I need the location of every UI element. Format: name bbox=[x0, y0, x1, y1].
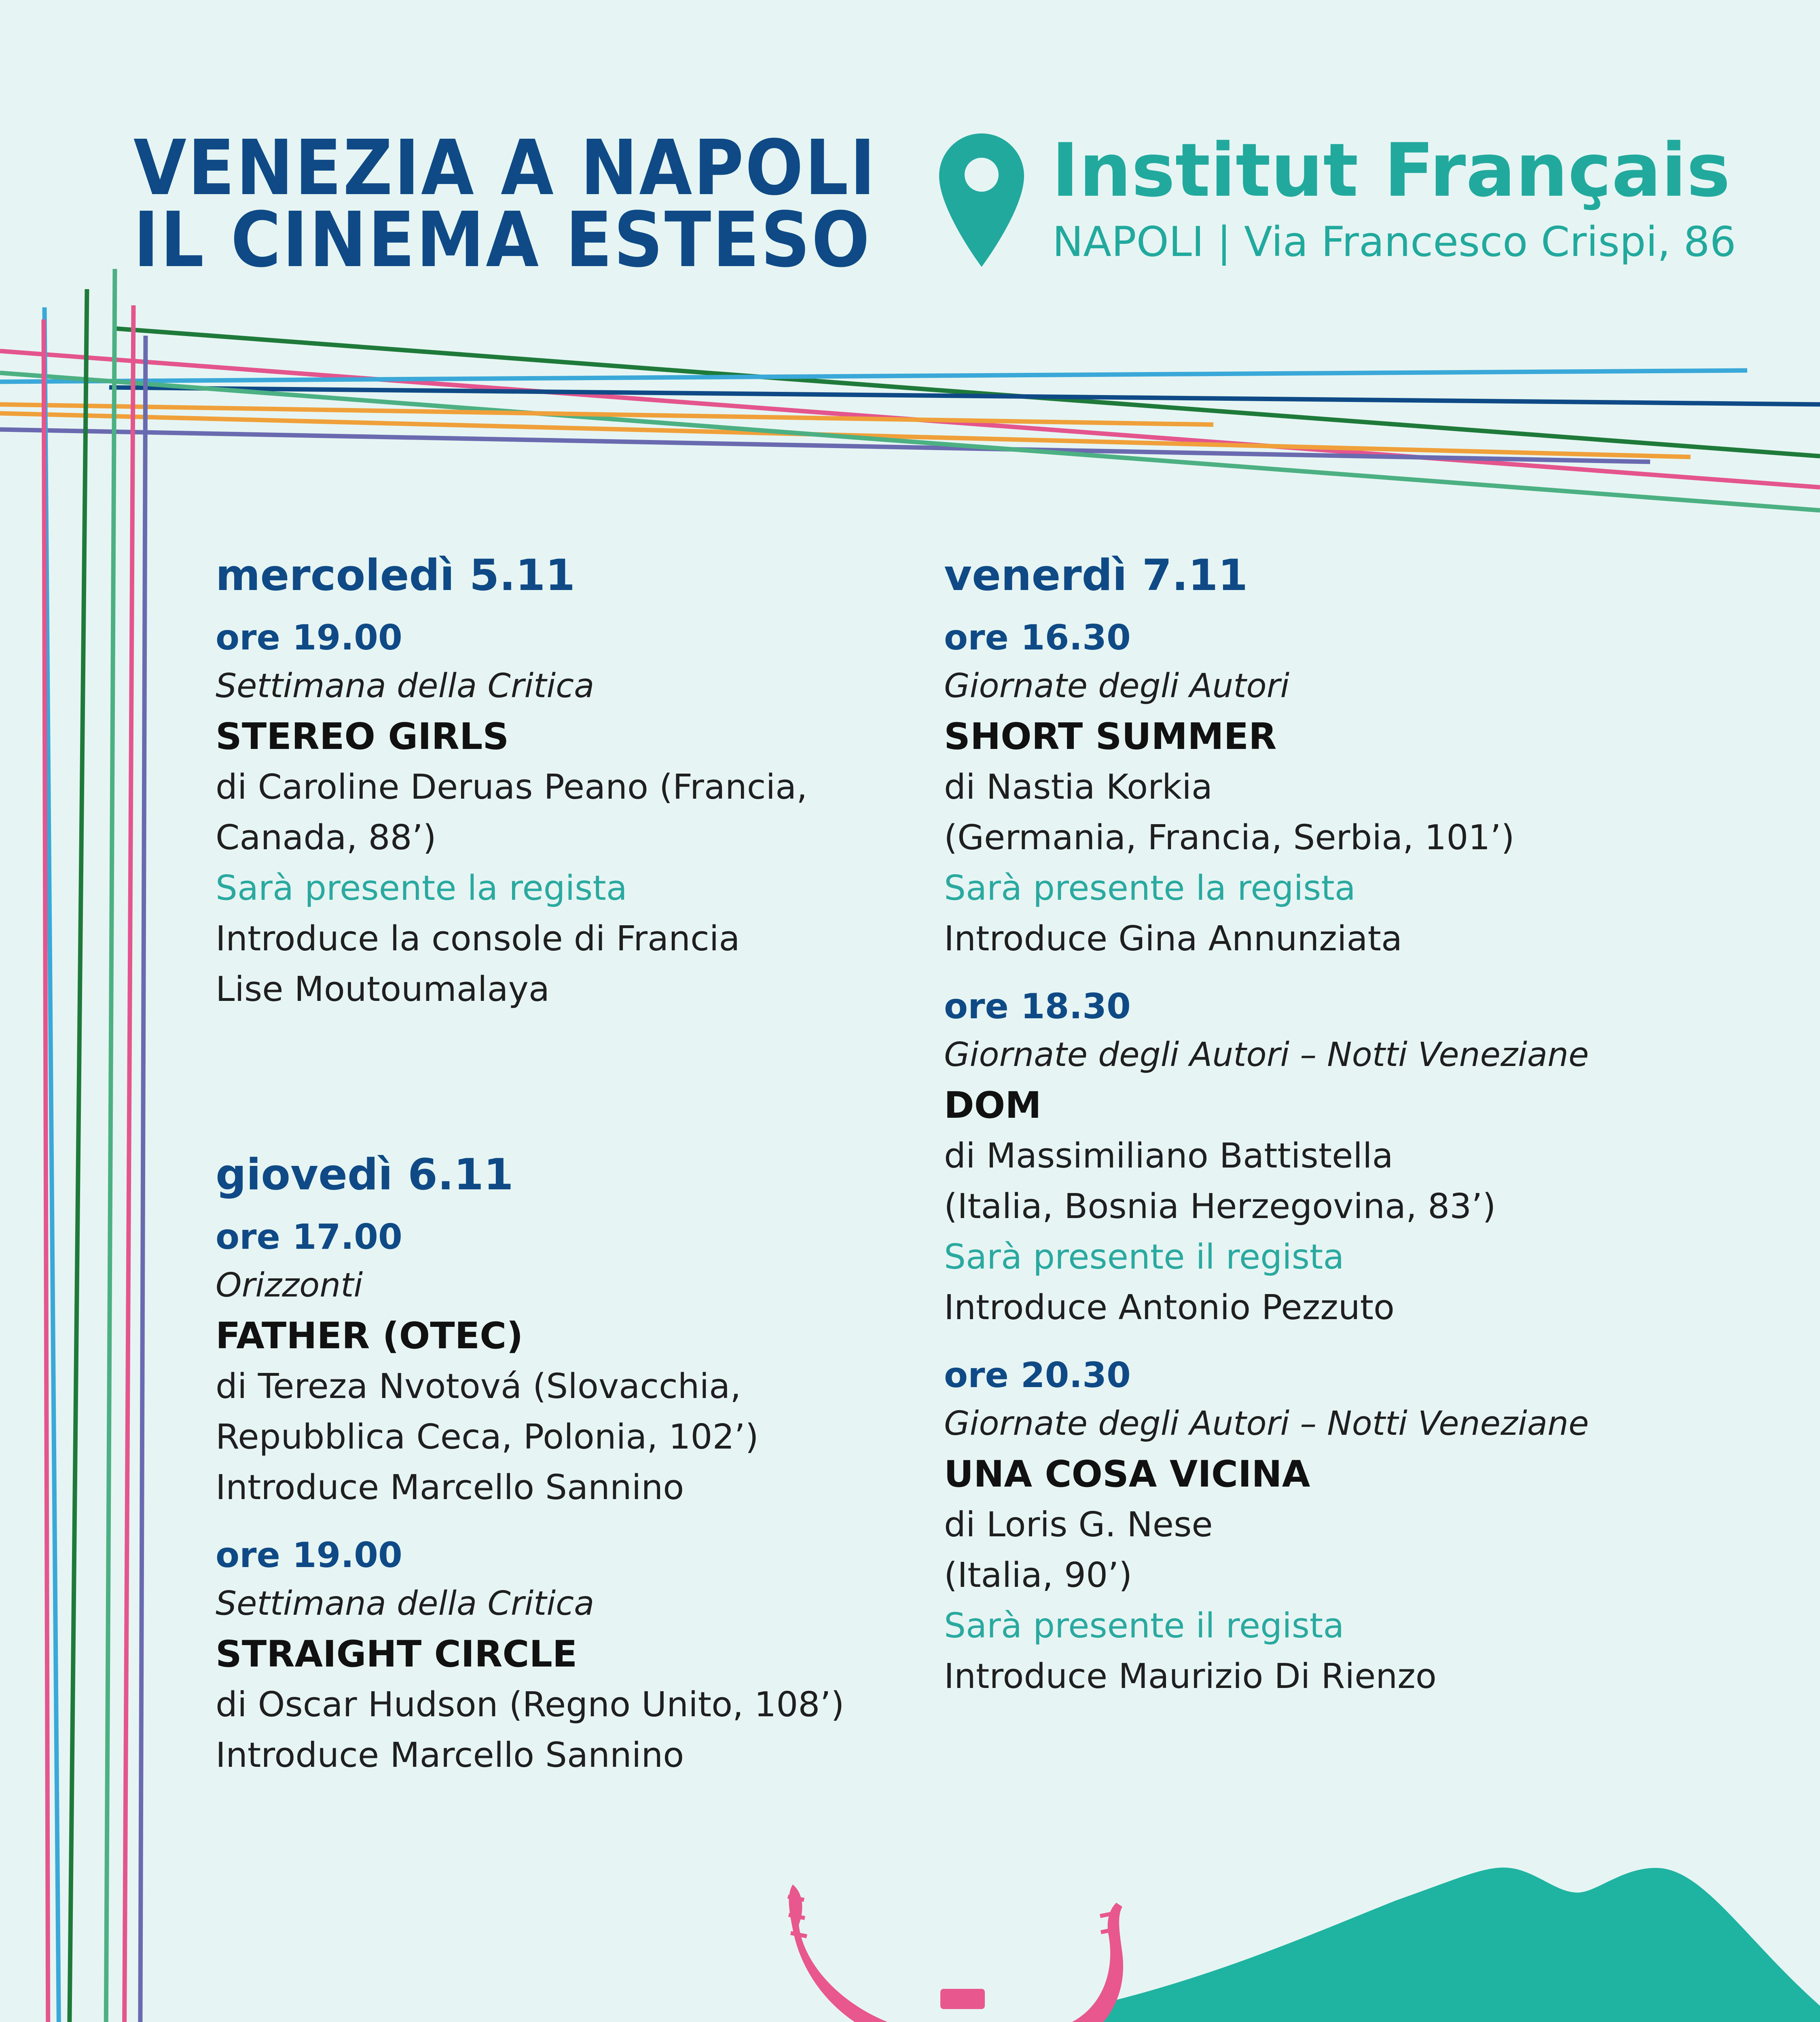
guest-note: Sarà presente il regista bbox=[944, 1237, 1344, 1277]
gondola-icon bbox=[788, 1885, 1123, 2022]
intro-note: Introduce Marcello Sannino bbox=[216, 1735, 684, 1775]
screening-section: Settimana della Critica bbox=[216, 1584, 595, 1623]
screening-time: ore 19.00 bbox=[216, 618, 402, 658]
film-credit: di Loris G. Nese bbox=[944, 1505, 1213, 1545]
screening-time: ore 17.00 bbox=[216, 1217, 402, 1257]
intro-note: Lise Moutoumalaya bbox=[216, 969, 550, 1009]
film-credit: (Germania, Francia, Serbia, 101’) bbox=[944, 818, 1515, 858]
intro-note: Introduce Antonio Pezzuto bbox=[944, 1288, 1395, 1328]
screening-section: Settimana della Critica bbox=[216, 667, 595, 705]
film-credit: di Caroline Deruas Peano (Francia, bbox=[216, 767, 808, 807]
film-credit: Canada, 88’) bbox=[216, 818, 436, 858]
day-thursday bbox=[216, 1150, 844, 1781]
title-line-2: IL CINEMA ESTESO bbox=[133, 196, 871, 284]
screening-section: Giornate degli Autori – Notti Veneziane bbox=[944, 1036, 1589, 1074]
guest-note: Sarà presente il regista bbox=[944, 1606, 1344, 1646]
film-title: FATHER (OTEC) bbox=[216, 1315, 523, 1357]
intro-note: Introduce Gina Annunziata bbox=[944, 919, 1403, 959]
film-title: SHORT SUMMER bbox=[944, 715, 1277, 758]
screening bbox=[216, 1217, 844, 1513]
map-pin-icon bbox=[939, 133, 1024, 267]
screening-section: Giornate degli Autori bbox=[944, 667, 1290, 705]
screening bbox=[944, 620, 1589, 964]
screening bbox=[216, 1535, 844, 1781]
vesuvius-icon bbox=[1052, 1868, 1820, 2022]
left-colored-lines bbox=[44, 269, 146, 2022]
screening bbox=[944, 1355, 1589, 1702]
film-title: DOM bbox=[944, 1084, 1041, 1127]
film-credit: di Nastia Korkia bbox=[944, 767, 1213, 807]
film-credit: (Italia, Bosnia Herzegovina, 83’) bbox=[944, 1187, 1496, 1227]
film-credit: di Oscar Hudson (Regno Unito, 108’) bbox=[216, 1685, 844, 1725]
guest-note: Sarà presente la regista bbox=[944, 868, 1356, 908]
venue-name: Institut Français bbox=[1052, 127, 1731, 213]
film-credit: di Massimiliano Battistella bbox=[944, 1136, 1393, 1176]
film-credit: di Tereza Nvotová (Slovacchia, bbox=[216, 1366, 741, 1407]
film-title: UNA COSA VICINA bbox=[944, 1453, 1310, 1495]
day-heading: giovedì 6.11 bbox=[216, 1150, 514, 1199]
day-friday bbox=[944, 550, 1589, 1702]
top-colored-lines bbox=[0, 328, 1820, 510]
day-wednesday bbox=[216, 550, 808, 1015]
screening-time: ore 20.30 bbox=[944, 1355, 1131, 1396]
venue-address: NAPOLI | Via Francesco Crispi, 86 bbox=[1052, 218, 1736, 266]
intro-note: Introduce Marcello Sannino bbox=[216, 1468, 684, 1508]
guest-note: Sarà presente la regista bbox=[216, 868, 627, 908]
intro-note: Introduce Maurizio Di Rienzo bbox=[944, 1656, 1437, 1696]
screening-section: Orizzonti bbox=[216, 1266, 363, 1305]
day-heading: mercoledì 5.11 bbox=[216, 550, 576, 600]
screening-time: ore 16.30 bbox=[944, 618, 1131, 658]
title-line-1: VENEZIA A NAPOLI bbox=[133, 124, 877, 212]
screening bbox=[216, 620, 807, 1015]
day-heading: venerdì 7.11 bbox=[944, 550, 1248, 600]
screening-section: Giornate degli Autori – Notti Veneziane bbox=[944, 1404, 1589, 1443]
screening-time: ore 19.00 bbox=[216, 1535, 402, 1576]
film-credit: Repubblica Ceca, Polonia, 102’) bbox=[216, 1417, 759, 1457]
film-title: STEREO GIRLS bbox=[216, 715, 509, 758]
screening bbox=[944, 986, 1589, 1333]
film-credit: (Italia, 90’) bbox=[944, 1555, 1132, 1595]
film-title: STRAIGHT CIRCLE bbox=[216, 1633, 578, 1675]
screening-time: ore 18.30 bbox=[944, 986, 1131, 1027]
intro-note: Introduce la console di Francia bbox=[216, 919, 740, 959]
